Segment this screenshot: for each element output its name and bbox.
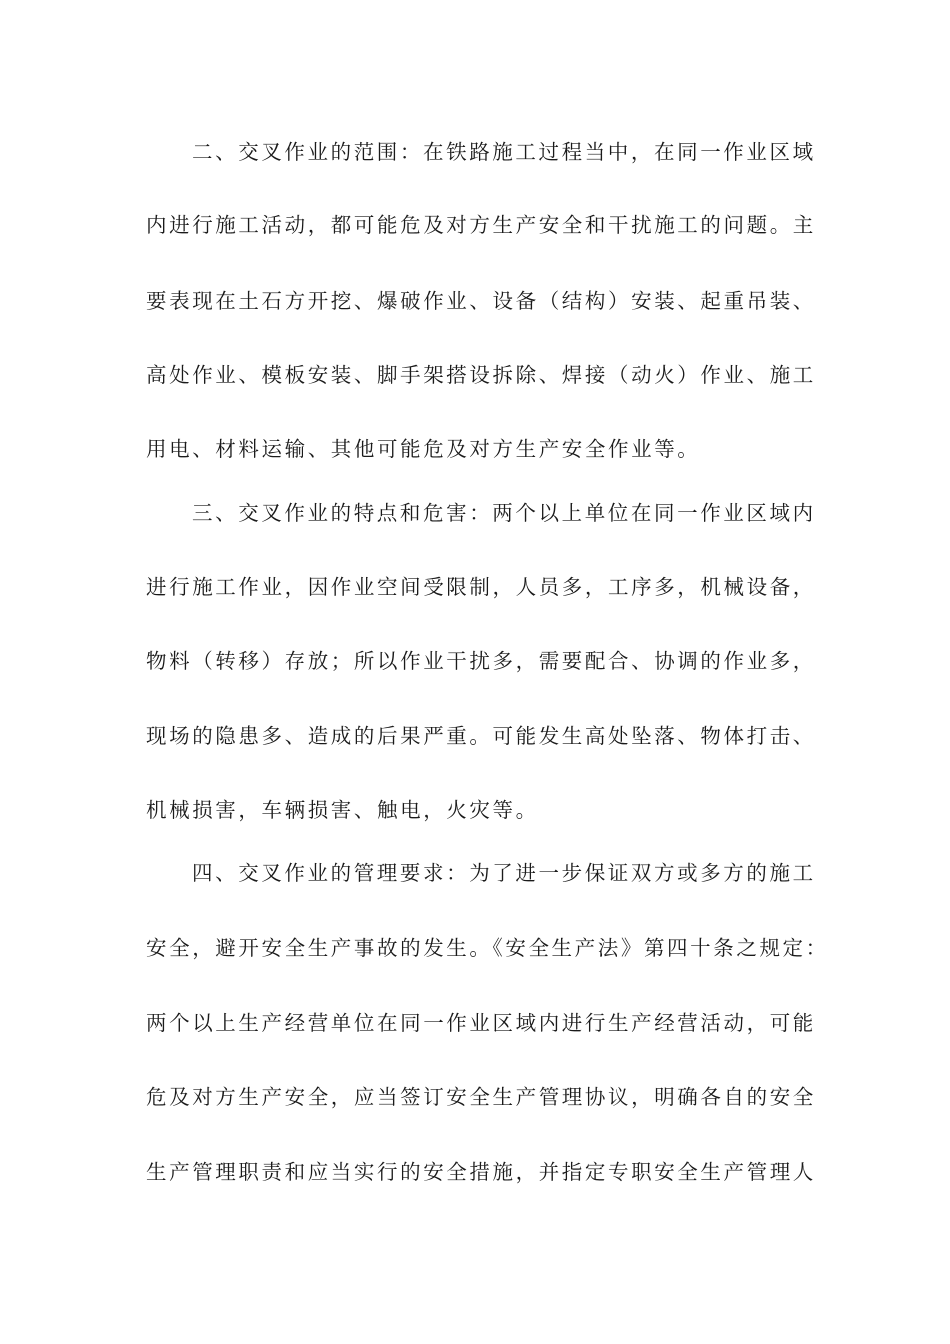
- paragraph-3-line-2: 进行施工作业，因作业空间受限制，人员多，工序多，机械设备，: [146, 575, 816, 599]
- paragraph-4-line-2: 安全，避开安全生产事故的发生。《安全生产法》第四十条之规定：: [146, 936, 829, 960]
- paragraph-2-line-3: 要表现在土石方开挖、爆破作业、设备（结构）安装、起重吊装、: [146, 289, 816, 313]
- paragraph-2-line-4: 高处作业、模板安装、脚手架搭设拆除、焊接（动火）作业、施工: [146, 363, 816, 387]
- paragraph-4-line-5: 生产管理职责和应当实行的安全措施，并指定专职安全生产管理人: [146, 1160, 816, 1184]
- paragraph-3-line-5: 机械损害，车辆损害、触电，火灾等。: [146, 798, 539, 822]
- paragraph-2-line-2: 内进行施工活动，都可能危及对方生产安全和干扰施工的问题。主: [146, 213, 816, 237]
- paragraph-2-line-5: 用电、材料运输、其他可能危及对方生产安全作业等。: [146, 437, 701, 461]
- paragraph-4-line-3: 两个以上生产经营单位在同一作业区域内进行生产经营活动，可能: [146, 1011, 816, 1035]
- paragraph-2-line-1: 二、交叉作业的范围：在铁路施工过程当中，在同一作业区域: [192, 140, 816, 164]
- paragraph-3-line-3: 物料（转移）存放；所以作业干扰多，需要配合、协调的作业多，: [146, 649, 816, 673]
- paragraph-3-line-4: 现场的隐患多、造成的后果严重。可能发生高处坠落、物体打击、: [146, 724, 816, 748]
- paragraph-4-line-1: 四、交叉作业的管理要求：为了进一步保证双方或多方的施工: [192, 861, 816, 885]
- paragraph-4-line-4: 危及对方生产安全，应当签订安全生产管理协议，明确各自的安全: [146, 1085, 816, 1109]
- paragraph-3-line-1: 三、交叉作业的特点和危害：两个以上单位在同一作业区域内: [192, 501, 816, 525]
